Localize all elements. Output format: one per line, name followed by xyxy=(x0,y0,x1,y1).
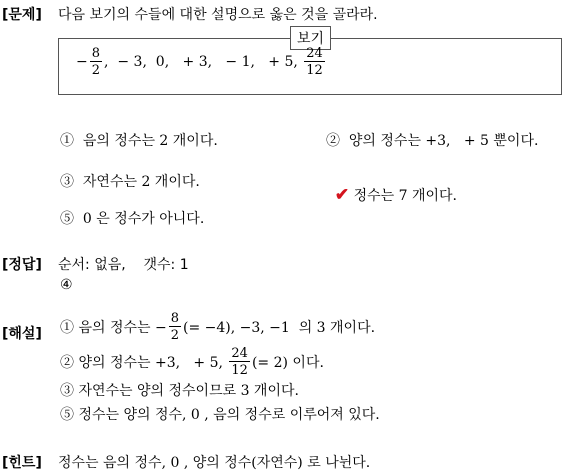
fraction-denominator: 2 xyxy=(91,63,101,78)
fraction-numerator: 24 xyxy=(231,346,248,361)
hint-tag: [힌트] xyxy=(2,455,42,471)
example-box-title: 보기 xyxy=(290,26,331,50)
explanation-line-2 xyxy=(60,347,324,377)
fraction-numerator: 8 xyxy=(91,46,101,61)
choice-1[interactable]: ① 음의 정수는 2 개이다. xyxy=(60,133,218,149)
answer-tag: [정답] xyxy=(2,257,42,273)
explanation-line-2-pre: ② 양의 정수는 +3, + 5, xyxy=(60,355,228,371)
explanation-line-1-pre: ① 음의 정수는 − xyxy=(60,320,167,336)
fraction-denominator: 2 xyxy=(170,328,179,343)
example-middle: , − 3, 0, + 3, − 1, + 5, xyxy=(104,54,303,70)
choice-4[interactable] xyxy=(326,169,457,205)
explanation-tag: [해설] xyxy=(2,326,42,342)
choice-3[interactable]: ③ 자연수는 2 개이다. xyxy=(60,174,200,190)
check-mark-icon: ✔ xyxy=(334,185,350,205)
fraction-numerator: 8 xyxy=(170,311,179,326)
explanation-line-4: ⑤ 정수는 양의 정수, 0 , 음의 정수로 이루어져 있다. xyxy=(60,407,380,423)
question-text: 다음 보기의 수들에 대한 설명으로 옳은 것을 골라라. xyxy=(58,7,378,23)
fraction-denominator: 12 xyxy=(306,63,323,78)
fraction-8-2 xyxy=(90,47,102,77)
explanation-line-1 xyxy=(60,312,375,342)
explanation-line-3: ③ 자연수는 양의 정수이므로 3 개이다. xyxy=(60,383,299,399)
fraction-8-2 xyxy=(169,312,181,342)
fraction-numerator: 24 xyxy=(306,46,323,61)
question-tag: [문제] xyxy=(2,7,42,23)
example-numbers xyxy=(76,47,327,77)
fraction-denominator: 12 xyxy=(231,363,248,378)
choice-4-text: 정수는 7 개이다. xyxy=(349,188,458,204)
hint-text: 정수는 음의 정수, 0 , 양의 정수(자연수) 로 나뉜다. xyxy=(58,455,371,471)
answer-line-1: 순서: 없음, 갯수: 1 xyxy=(58,257,189,273)
choice-2[interactable]: ② 양의 정수는 +3, + 5 뿐이다. xyxy=(326,133,539,149)
answer-line-2: ④ xyxy=(60,277,73,293)
minus-sign: − xyxy=(76,54,88,70)
explanation-line-2-post: (= 2) 이다. xyxy=(251,355,324,371)
fraction-24-12 xyxy=(229,347,250,377)
fraction-24-12 xyxy=(304,47,325,77)
explanation-line-1-post: (= −4), −3, −1 의 3 개이다. xyxy=(182,320,376,336)
choice-5[interactable]: ⑤ 0 은 정수가 아니다. xyxy=(60,211,205,227)
